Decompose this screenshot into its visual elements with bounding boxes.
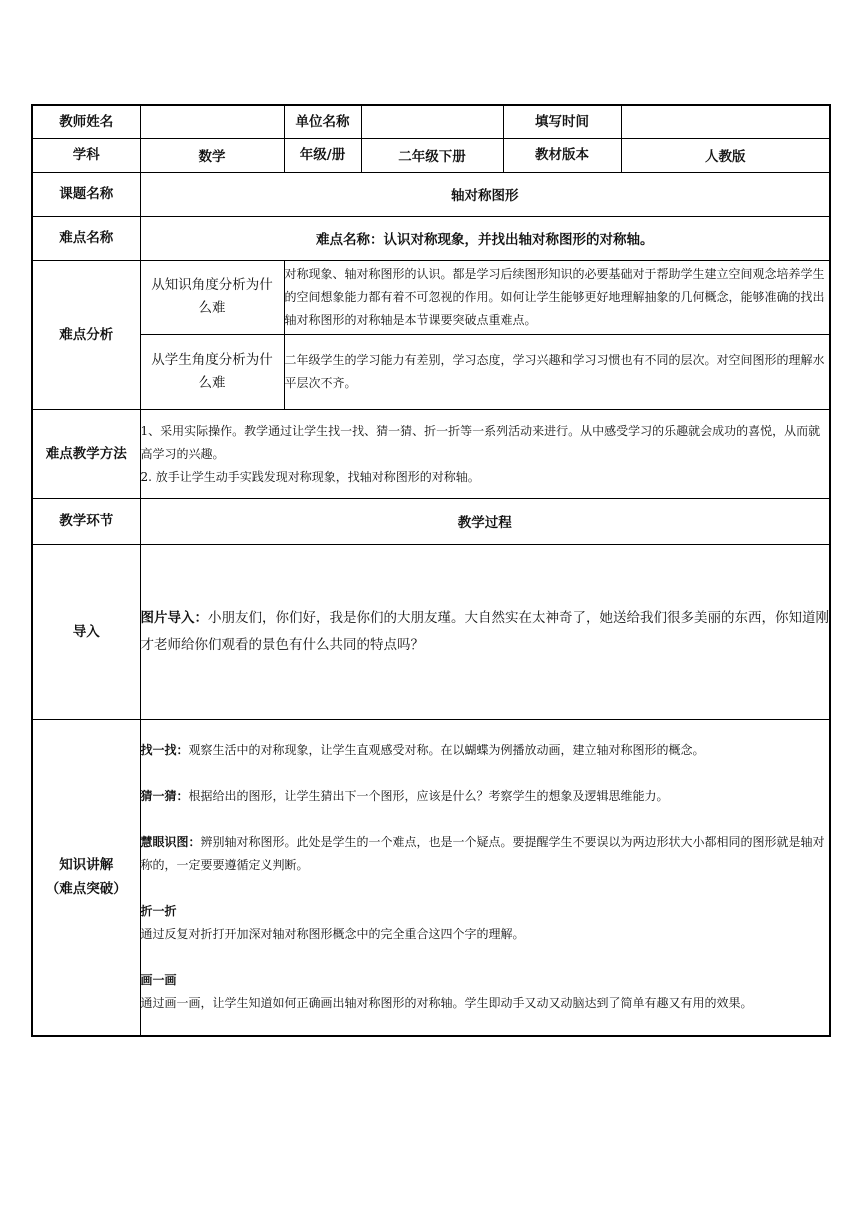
intro-content <box>140 544 830 719</box>
student-angle-label: 从学生角度分析为什么难 <box>140 334 284 409</box>
edition-value: 人教版 <box>621 138 830 172</box>
fold-text: 通过反复对折打开加深对轴对称图形概念中的完全重合这四个字的理解。 <box>140 927 525 942</box>
guess-lead: 猜一猜： <box>140 789 189 804</box>
guess-paragraph <box>141 785 830 808</box>
grade-label: 年级/册 <box>284 138 361 172</box>
process-content-header: 教学过程 <box>140 498 830 544</box>
method-label: 难点教学方法 <box>32 409 140 498</box>
lesson-design-table <box>31 104 831 1037</box>
fill-date-field[interactable] <box>621 105 830 138</box>
subject-label: 学科 <box>32 138 140 172</box>
intro-lead: 图片导入： <box>140 609 208 626</box>
find-paragraph <box>141 739 830 762</box>
unit-name-label: 单位名称 <box>284 105 361 138</box>
topic-row <box>32 172 830 216</box>
draw-title: 画一画 <box>140 973 177 988</box>
method-line-2: 2. 放手让学生动手实践发现对称现象，找轴对称图形的对称轴。 <box>140 470 480 484</box>
header-row-1 <box>32 105 830 138</box>
eye-text: 辨别轴对称图形。此处是学生的一个难点，也是一个疑点。要提醒学生不要误以为两边形状大小都相同的图形就是轴对称的，一定要要遵循定义判断。 <box>140 835 825 873</box>
fold-paragraph <box>141 900 830 946</box>
knowledge-angle-text: 对称现象、轴对称图形的认识。都是学习后续图形知识的必要基础对于帮助学生建立空间观念培养学生的空间想象能力都有着不可忽视的作用。如何让学生能够更好地理解抽象的几何概念，能够准确的找出轴对称图形的对称轴是本节课要突破点重难点。 <box>284 260 830 334</box>
analysis-row-student <box>32 334 830 409</box>
knowledge-label-line2: （难点突破） <box>45 881 127 898</box>
method-line-1: 1、采用实际操作。教学通过让学生找一找、猜一猜、折一折等一系列活动来进行。从中感受学习的乐趣就会成功的喜悦，从而就高学习的兴趣。 <box>140 424 821 461</box>
eye-lead: 慧眼识图： <box>140 835 201 850</box>
find-text: 观察生活中的对称现象，让学生直观感受对称。在以蝴蝶为例播放动画，建立轴对称图形的概念。 <box>188 743 705 758</box>
fold-title: 折一折 <box>140 904 177 919</box>
knowledge-content <box>140 719 830 1036</box>
eye-paragraph <box>141 831 830 877</box>
teacher-name-label: 教师姓名 <box>32 105 140 138</box>
student-angle-text: 二年级学生的学习能力有差别，学习态度，学习兴趣和学习习惯也有不同的层次。对空间图形的理解水平层次不齐。 <box>284 334 830 409</box>
knowledge-row <box>32 719 830 1036</box>
draw-text: 通过画一画，让学生知道如何正确画出轴对称图形的对称轴。学生即动手又动又动脑达到了简单有趣又有用的效果。 <box>140 996 753 1011</box>
knowledge-label <box>32 719 140 1036</box>
difficulty-label: 难点名称 <box>32 216 140 260</box>
fill-date-label: 填写时间 <box>503 105 621 138</box>
knowledge-angle-label: 从知识角度分析为什么难 <box>140 260 284 334</box>
intro-row <box>32 544 830 719</box>
subject-value: 数学 <box>140 138 284 172</box>
knowledge-label-line1: 知识讲解 <box>59 857 114 874</box>
analysis-label: 难点分析 <box>32 260 140 409</box>
header-row-2 <box>32 138 830 172</box>
intro-label: 导入 <box>32 544 140 719</box>
method-row <box>32 409 830 498</box>
grade-value: 二年级下册 <box>361 138 503 172</box>
analysis-row-knowledge <box>32 260 830 334</box>
find-lead: 找一找： <box>140 743 189 758</box>
edition-label: 教材版本 <box>503 138 621 172</box>
draw-paragraph <box>141 969 830 1015</box>
unit-name-field[interactable] <box>361 105 503 138</box>
topic-label: 课题名称 <box>32 172 140 216</box>
topic-value: 轴对称图形 <box>140 172 830 216</box>
process-header-row <box>32 498 830 544</box>
process-stage-header: 教学环节 <box>32 498 140 544</box>
difficulty-row <box>32 216 830 260</box>
guess-text: 根据给出的图形，让学生猜出下一个图形，应该是什么？考察学生的想象及逻辑思维能力。 <box>188 789 669 804</box>
teacher-name-field[interactable] <box>140 105 284 138</box>
method-content <box>140 409 830 498</box>
intro-text: 小朋友们，你们好，我是你们的大朋友瑾。大自然实在太神奇了，她送给我们很多美丽的东西，你知道刚才老师给你们观看的景色有什么共同的特点吗？ <box>140 609 829 653</box>
difficulty-value: 难点名称：认识对称现象，并找出轴对称图形的对称轴。 <box>140 216 830 260</box>
